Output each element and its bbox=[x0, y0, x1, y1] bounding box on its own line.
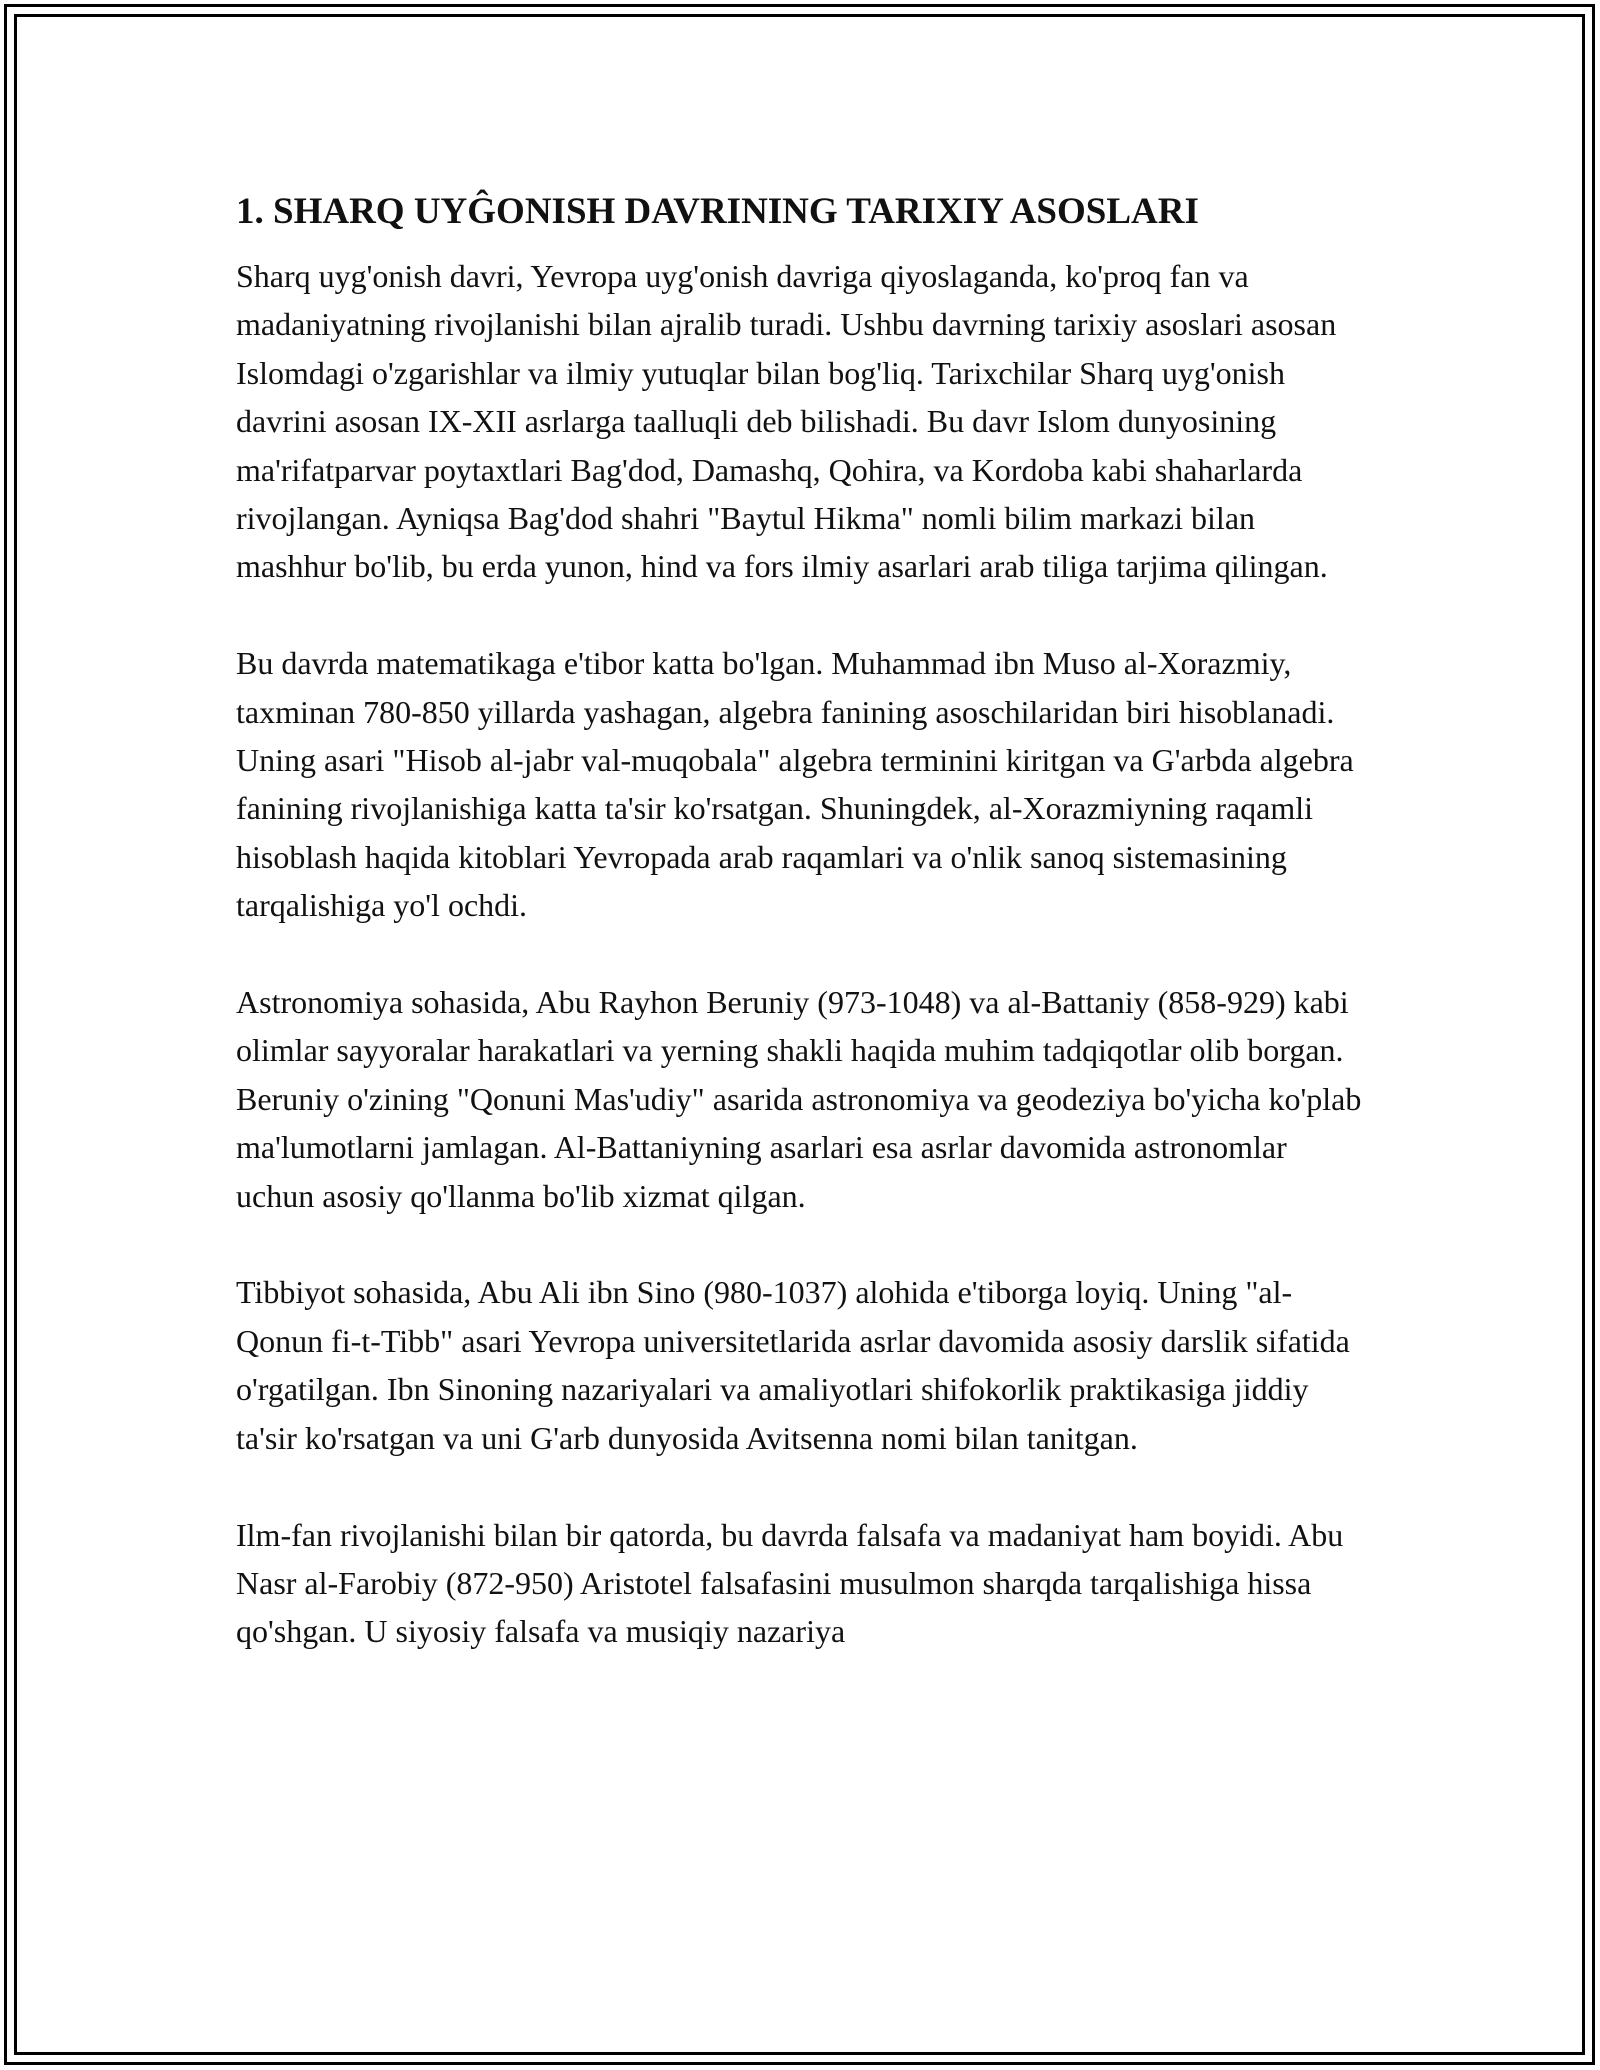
paragraph-history: Sharq uyg'onish davri, Yevropa uyg'onish davriga qiyoslaganda, ko'proq fan va madaniyatning rivojlanishi bilan ajralib turadi. Ushbu davrning tarixiy asoslari asosan Islomdagi o'zgarishlar va ilmiy yutuqlar bilan bog'liq. Tarixchilar Sharq uyg'onish davrini asosan IX-XII asrlarga taalluqli deb bilishadi. Bu davr Islom dunyosining ma'rifatparvar poytaxtlari Bag'dod, Damashq, Qohira, va Kordoba kabi shaharlarda rivojlangan. Ayniqsa Bag'dod shahri "Baytul Hikma" nomli bilim markazi bilan mashhur bo'lib, bu erda yunon, hind va fors ilmiy asarlari arab tiliga tarjima qilingan. bbox=[236, 258, 1337, 585]
document-page bbox=[236, 186, 1366, 1704]
paragraph-mathematics: Bu davrda matematikaga e'tibor katta bo'lgan. Muhammad ibn Muso al-Xorazmiy, taxminan 780-850 yillarda yashagan, algebra fanining asoschilaridan biri hisoblanadi. Uning asari "Hisob al-jabr val-muqobala" algebra terminini kiritgan va G'arbda algebra fanining rivojlanishiga katta ta'sir ko'rsatgan. Shuningdek, al-Xorazmiyning raqamli hisoblash haqida kitoblari Yevropada arab raqamlari va o'nlik sanoq sistemasining tarqalishiga yo'l ochdi. bbox=[236, 645, 1354, 924]
paragraph-astronomy: Astronomiya sohasida, Abu Rayhon Beruniy (973-1048) va al-Battaniy (858-929) kabi olimlar sayyoralar harakatlari va yerning shakli haqida muhim tadqiqotlar olib borgan. Beruniy o'zining "Qonuni Mas'udiy" asarida astronomiya va geodeziya bo'yicha ko'plab ma'lumotlarni jamlagan. Al-Battaniyning asarlari esa asrlar davomida astronomlar uchun asosiy qo'llanma bo'lib xizmat qilgan. bbox=[236, 984, 1362, 1214]
paragraph-philosophy: Ilm-fan rivojlanishi bilan bir qatorda, bu davrda falsafa va madaniyat ham boyidi. Abu Nasr al-Farobiy (872-950) Aristotel falsafasini musulmon sharqda tarqalishiga hissa qo'shgan. U siyosiy falsafa va musiqiy nazariya bbox=[236, 1516, 1344, 1650]
paragraph-medicine: Tibbiyot sohasida, Abu Ali ibn Sino (980-1037) alohida e'tiborga loyiq. Uning "al-Qonun fi-t-Tibb" asari Yevropa universitetlarida asrlar davomida asosiy darslik sifatida o'rgatilgan. Ibn Sinoning nazariyalari va amaliyotlari shifokorlik praktikasiga jiddiy ta'sir ko'rsatgan va uni G'arb dunyosida Avitsenna nomi bilan tanitgan. bbox=[236, 1274, 1350, 1456]
section-heading: 1. SHARQ UYĜONISH DAVRINING TARIXIY ASOSLARI bbox=[236, 191, 1199, 232]
